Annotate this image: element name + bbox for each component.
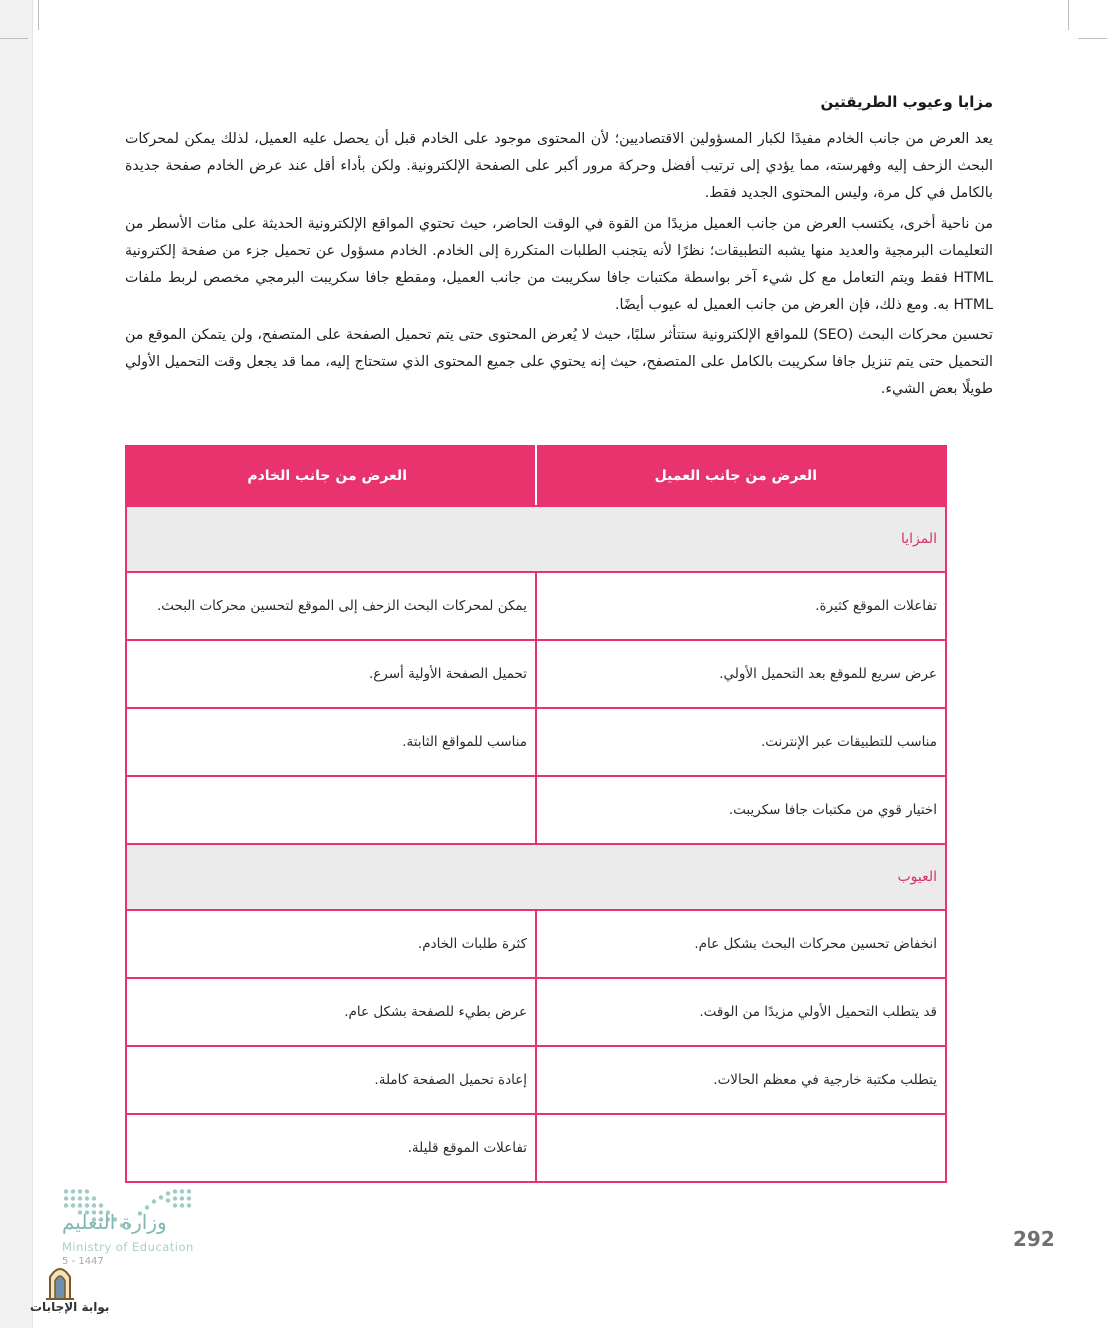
server-cell: تفاعلات الموقع قليلة.: [126, 1114, 536, 1182]
table-row: [126, 1046, 946, 1114]
client-cell: انخفاض تحسين محركات البحث بشكل عام.: [536, 910, 946, 978]
table-row: [126, 910, 946, 978]
advantages-section-row: [126, 506, 946, 572]
server-cell: إعادة تحميل الصفحة كاملة.: [126, 1046, 536, 1114]
table-row: [126, 572, 946, 640]
page-margin-line: [32, 0, 33, 1328]
server-cell: يمكن لمحركات البحث الزحف إلى الموقع لتحسين محركات البحث.: [126, 572, 536, 640]
server-cell: عرض بطيء للصفحة بشكل عام.: [126, 978, 536, 1046]
table-row: [126, 708, 946, 776]
paragraph-3: تحسين محركات البحث (SEO) للمواقع الإلكترونية ستتأثر سلبًا، حيث لا يُعرض المحتوى حتى يتم تحميل الصفحة على المتصفح، ولن يتمكن الموقع من التحميل حتى يتم تنزيل جافا سكريبت بالكامل على المتصفح، حيث إنه يحتوي على جميع المحتوى الذي ستحتاج إليه، مما قد يجعل وقت التحميل الأولي طويلًا بعض الشيء.: [125, 327, 993, 397]
portal-label: بوابة الإجابات: [30, 1300, 110, 1314]
page-number: 292: [1013, 1227, 1055, 1251]
edition-year: 5 - 1447: [62, 1256, 104, 1267]
table-row: [126, 978, 946, 1046]
client-cell: تفاعلات الموقع كثيرة.: [536, 572, 946, 640]
ministry-name-english: Ministry of Education: [62, 1240, 194, 1254]
advantages-label: المزايا: [126, 506, 946, 572]
ministry-name-arabic: وزارة التعليم: [62, 1210, 167, 1234]
client-cell: مناسب للتطبيقات عبر الإنترنت.: [536, 708, 946, 776]
header-server: العرض من جانب الخادم: [126, 446, 536, 506]
crop-mark: [1078, 38, 1107, 39]
server-cell: تحميل الصفحة الأولية أسرع.: [126, 640, 536, 708]
table-header-row: [126, 446, 946, 506]
client-cell: قد يتطلب التحميل الأولي مزيدًا من الوقت.: [536, 978, 946, 1046]
server-cell: كثرة طلبات الخادم.: [126, 910, 536, 978]
crop-mark: [0, 38, 28, 39]
crop-mark: [38, 0, 39, 30]
server-cell: مناسب للمواقع الثابتة.: [126, 708, 536, 776]
client-cell: عرض سريع للموقع بعد التحميل الأولي.: [536, 640, 946, 708]
comparison-table: [125, 445, 947, 1183]
server-cell: [126, 776, 536, 844]
disadvantages-section-row: [126, 844, 946, 910]
client-cell: يتطلب مكتبة خارجية في معظم الحالات.: [536, 1046, 946, 1114]
paragraph-1: يعد العرض من جانب الخادم مفيدًا لكبار المسؤولين الاقتصاديين؛ لأن المحتوى موجود على الخادم قبل أن يحصل عليه العميل، لذلك يمكن لمحركات البحث الزحف إليه وفهرسته، مما يؤدي إلى ترتيب أفضل وحركة مرور أكبر على الصفحة الإلكترونية. ولكن بأداء أقل عند عرض الخادم صفحة جديدة بالكامل في كل مرة، وليس المحتوى الجديد فقط.: [125, 131, 993, 201]
paragraph-2: من ناحية أخرى، يكتسب العرض من جانب العميل مزيدًا من القوة في الوقت الحاضر، حيث تحتوي المواقع الإلكترونية الحديثة على مئات الأسطر من التعليمات البرمجية والعديد منها يشبه التطبيقات؛ نظرًا لأنه يتجنب الطلبات المتكررة إلى الخادم. الخادم مسؤول عن تحميل جزء من صفحة إلكترونية HTML فقط ويتم التعامل مع كل شيء آخر بواسطة مكتبات جافا سكريبت من جانب العميل، ومقطع جافا سكريبت البرمجي مخصص لربط ملفات HTML به. ومع ذلك، فإن العرض من جانب العميل له عيوب أيضًا.: [125, 216, 993, 313]
table-row: [126, 1114, 946, 1182]
table-row: [126, 640, 946, 708]
crop-mark: [1068, 0, 1069, 30]
client-cell: اختيار قوي من مكتبات جافا سكريبت.: [536, 776, 946, 844]
client-cell: [536, 1114, 946, 1182]
disadvantages-label: العيوب: [126, 844, 946, 910]
section-title: مزايا وعيوب الطريقتين: [820, 93, 993, 111]
header-client: العرض من جانب العميل: [536, 446, 946, 506]
page-margin-strip: [0, 0, 32, 1328]
table-row: [126, 776, 946, 844]
